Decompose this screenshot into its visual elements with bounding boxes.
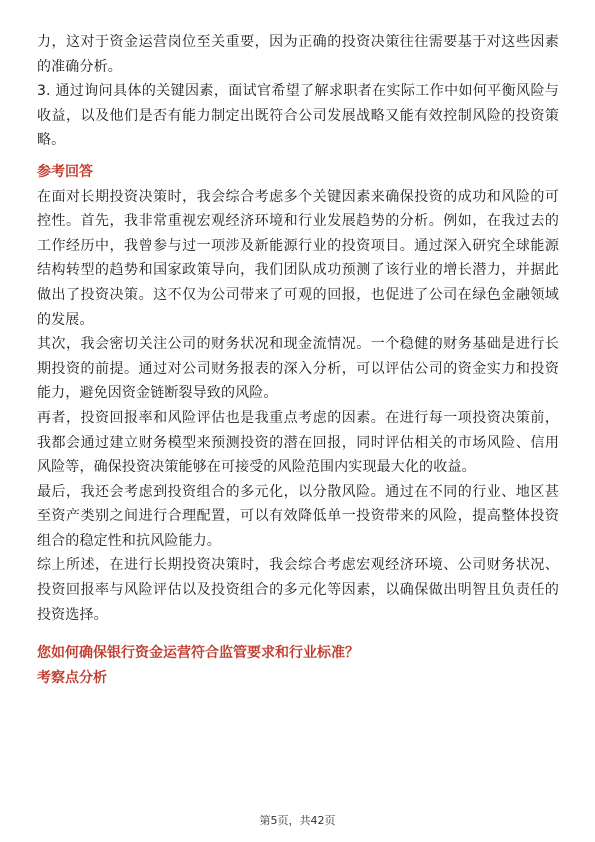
- document-page: [37, 30, 559, 690]
- question-heading: 您如何确保银行资金运营符合监管要求和行业标准？: [37, 645, 359, 662]
- paragraph: 力，这对于资金运营岗位至关重要，因为正确的投资决策往往需要基于对这些因素的准确分析。: [37, 34, 559, 75]
- answer-paragraph: 再者，投资回报率和风险评估也是我重点考虑的因素。在进行每一项投资决策前，我都会通过建立财务模型来预测投资的潜在回报，同时评估相关的市场风险、信用风险等，确保投资决策能够在可接受的风险范围内实现最大化的收益。: [37, 409, 559, 476]
- answer-paragraph: 在面对长期投资决策时，我会综合考虑多个关键因素来确保投资的成功和风险的可控性。首先，我非常重视宏观经济环境和行业发展趋势的分析。例如，在我过去的工作经历中，我曾参与过一项涉及新能源行业的投资项目。通过深入研究全球能源结构转型的趋势和国家政策导向，我们团队成功预测了该行业的增长潜力，并据此做出了投资决策。这不仅为公司带来了可观的回报，也促进了公司在绿色金融领域的发展。: [37, 188, 559, 328]
- answer-paragraph: 最后，我还会考虑到投资组合的多元化，以分散风险。通过在不同的行业、地区甚至资产类别之间进行合理配置，可以有效降低单一投资带来的风险，提高整体投资组合的稳定性和抗风险能力。: [37, 483, 559, 549]
- analysis-heading: 考察点分析: [37, 669, 107, 686]
- answer-paragraph: 综上所述，在进行长期投资决策时，我会综合考虑宏观经济环境、公司财务状况、投资回报率与风险评估以及投资组合的多元化等因素，以确保做出明智且负责任的投资选择。: [37, 557, 559, 623]
- reference-answer-heading: 参考回答: [37, 163, 93, 180]
- page-number: 第5页，共42页: [259, 814, 336, 827]
- paragraph: 3. 通过询问具体的关键因素，面试官希望了解求职者在实际工作中如何平衡风险与收益，以及他们是否有能力制定出既符合公司发展战略又能有效控制风险的投资策略。: [37, 83, 559, 149]
- answer-paragraph: 其次，我会密切关注公司的财务状况和现金流情况。一个稳健的财务基础是进行长期投资的前提。通过对公司财务报表的深入分析，可以评估公司的资金实力和投资能力，避免因资金链断裂导致的风险。: [37, 336, 559, 402]
